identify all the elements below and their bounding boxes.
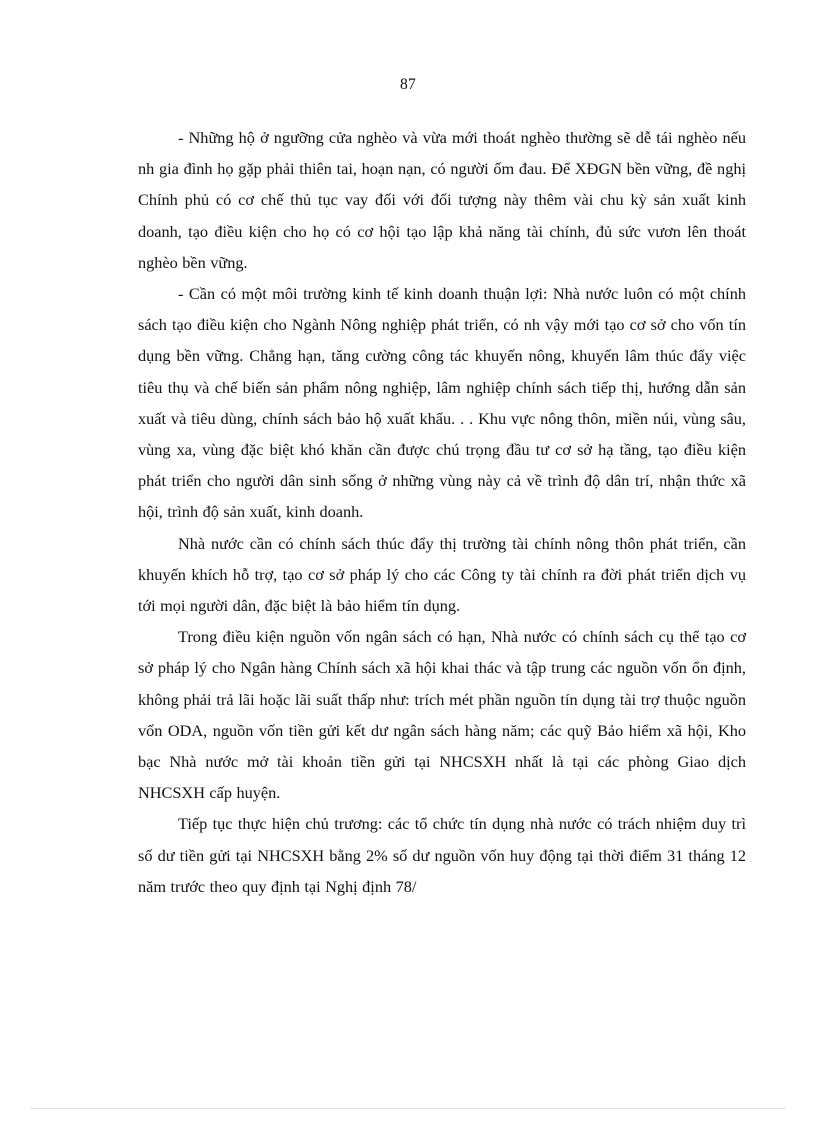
paragraph: Trong điều kiện nguồn vốn ngân sách có hạn, Nhà nước có chính sách cụ thể tạo cơ sở pháp lý cho Ngân hàng Chính sách xã hội khai thác và tập trung các nguồn vốn ổn định, không phải trả lãi hoặc lãi suất thấp như: trích mét phần nguồn tín dụng tài trợ thuộc nguồn vốn ODA, nguồn vốn tiền gửi kết dư ngân sách hàng năm; các quỹ Bảo hiểm xã hội, Kho bạc Nhà nước mở tài khoản tiền gửi tại NHCSXH nhất là tại các phòng Giao dịch NHCSXH cấp huyện. — [138, 627, 746, 803]
paragraph: Tiếp tục thực hiện chủ trương: các tổ chức tín dụng nhà nước có trách nhiệm duy trì số dư tiền gửi tại NHCSXH bằng 2% số dư nguồn vốn huy động tại thời điểm 31 tháng 12 năm trước theo quy định tại Nghị định 78/ — [138, 814, 746, 896]
page-number: 87 — [399, 76, 417, 93]
paragraph: Nhà nước cần có chính sách thúc đẩy thị trường tài chính nông thôn phát triển, cần khuyến khích hỗ trợ, tạo cơ sở pháp lý cho các Công ty tài chính ra đời phát triển dịch vụ tới mọi người dân, đặc biệt là bảo hiểm tín dụng. — [138, 533, 746, 616]
paragraph: - Cần có một môi trường kinh tế kinh doanh thuận lợi: Nhà nước luôn có một chính sách tạo điều kiện cho Ngành Nông nghiệp phát triển, có nh vậy mới tạo cơ sở cho vốn tín dụng bền vững. Chẳng hạn, tăng cường công tác khuyến nông, khuyến lâm thúc đẩy việc tiêu thụ và chế biến sản phẩm nông nghiệp, lâm nghiệp chính sách tiếp thị, hướng dẫn sản xuất và tiêu dùng, chính sách bảo hộ xuất khẩu. . . Khu vực nông thôn, miền núi, vùng sâu, vùng xa, vùng đặc biệt khó khăn cần được chú trọng đầu tư cơ sở hạ tầng, tạo điều kiện phát triển cho người dân sinh sống ở những vùng này cả về trình độ dân trí, nhận thức xã hội, trình độ sản xuất, kinh doanh. — [138, 284, 746, 522]
page-body — [138, 122, 746, 902]
paragraph: - Những hộ ở ngưỡng cửa nghèo và vừa mới thoát nghèo thường sẽ dễ tái nghèo nếu nh gia đình họ gặp phải thiên tai, hoạn nạn, có người ốm đau. Để XĐGN bền vững, đề nghị Chính phủ có cơ chế thủ tục vay đối với đối tượng này thêm vài chu kỳ sản xuất kinh doanh, tạo điều kiện cho họ có cơ hội tạo lập khả năng tài chính, đủ sức vươn lên thoát nghèo bền vững. — [138, 128, 746, 272]
page-footer-divider — [30, 1108, 786, 1109]
